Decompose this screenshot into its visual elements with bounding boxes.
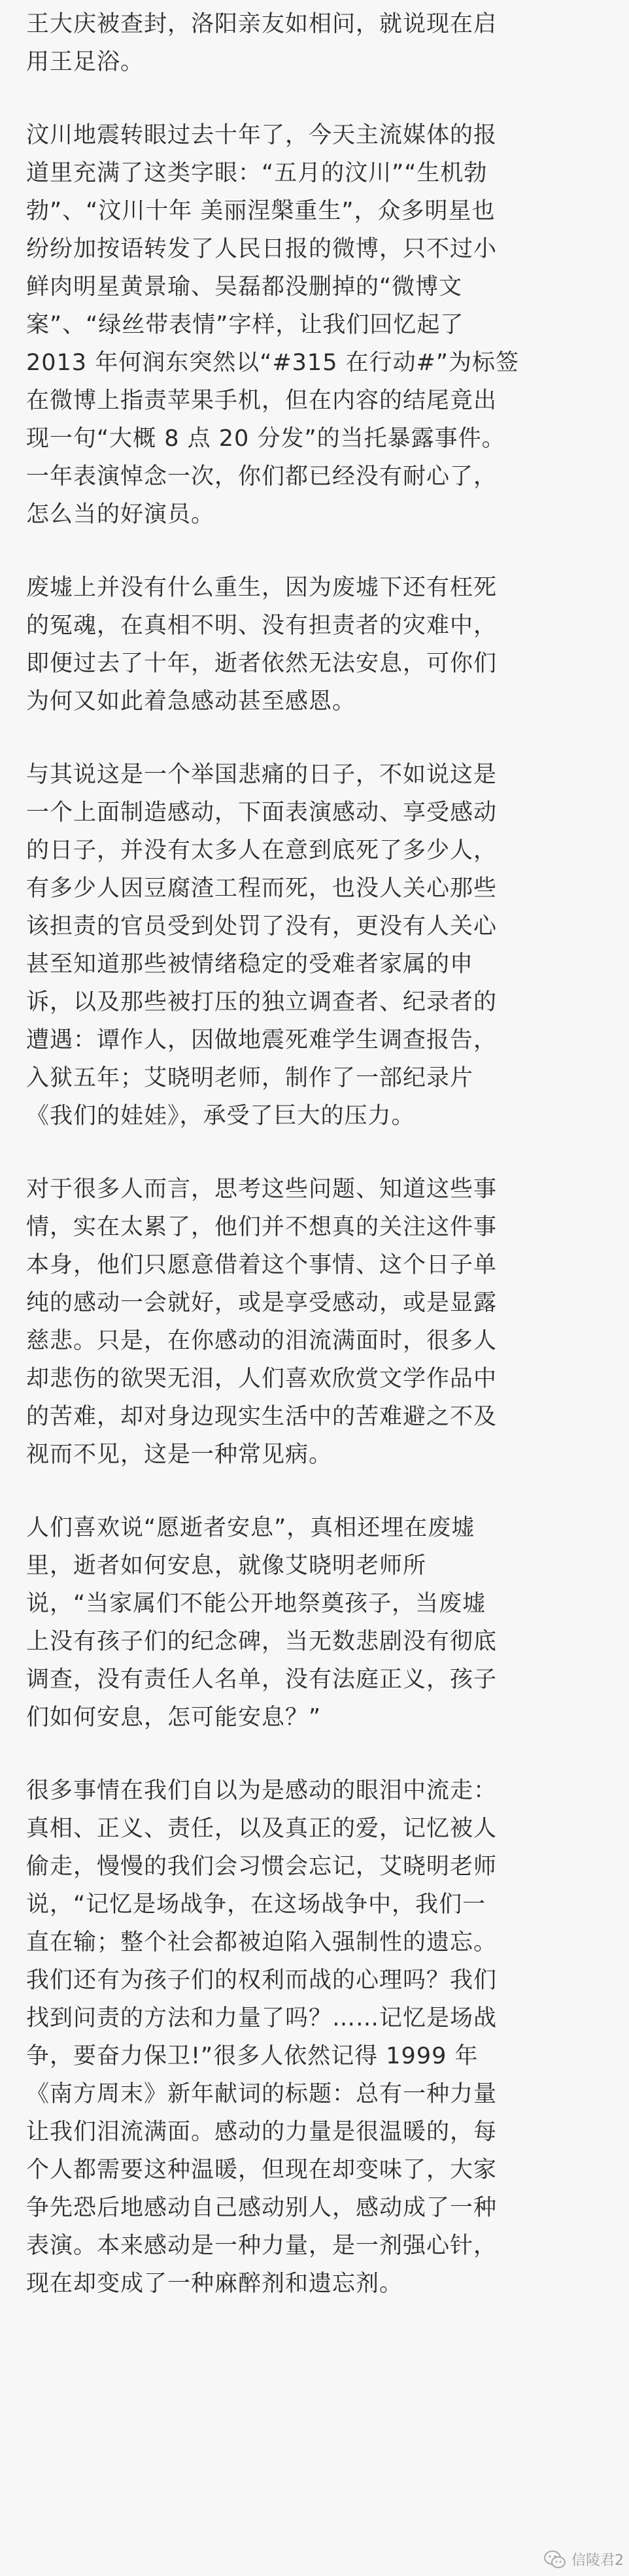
text-line: 调查，没有责任人名单，没有法庭正义，孩子 <box>26 1667 498 1693</box>
text-line: 勃”、“汶川十年 美丽涅槃重生”，众多明星也 <box>26 198 496 224</box>
paragraph <box>26 116 603 534</box>
text-line: 与其说这是一个举国悲痛的日子，不如说这是 <box>26 762 498 788</box>
text-line: 的冤魂，在真相不明、没有担责者的灾难中， <box>26 613 498 639</box>
text-line: 入狱五年；艾晓明老师，制作了一部纪录片 <box>26 1065 474 1091</box>
text-line: 2013 年何润东突然以“#315 在行动#”为标签 <box>26 350 520 376</box>
text-line: 个人都需要这种温暖，但现在却变味了，大家 <box>26 2157 498 2183</box>
text-line: 纷纷加按语转发了人民日报的微博，只不过小 <box>26 236 498 262</box>
text-line: 有多少人因豆腐渣工程而死，也没人关心那些 <box>26 875 498 902</box>
text-line: 说，“记忆是场战争，在这场战争中，我们一 <box>26 1891 486 1918</box>
paragraph <box>26 1170 603 1474</box>
text-line: 该担责的官员受到处罚了没有，更没有人关心 <box>26 913 498 940</box>
text-line: 《南方周末》新年献词的标题：总有一种力量 <box>26 2081 498 2107</box>
paragraph <box>26 756 603 1135</box>
text-line: 直在输；整个社会都被迫陷入强制性的遗忘。 <box>26 1929 498 1956</box>
text-line: 《我们的娃娃》，承受了巨大的压力。 <box>26 1103 415 1129</box>
watermark <box>544 2549 624 2569</box>
text-line: 很多事情在我们自以为是感动的眼泪中流走： <box>26 1778 498 1804</box>
text-line: 争先恐后地感动自己感动别人，感动成了一种 <box>26 2195 498 2221</box>
text-line: 汶川地震转眼过去十年了，今天主流媒体的报 <box>26 122 498 148</box>
text-line: 偷走，慢慢的我们会习惯会忘记，艾晓明老师 <box>26 1854 498 1880</box>
watermark-text: 信陵君2 <box>571 2552 624 2569</box>
paragraph <box>26 1772 603 2303</box>
text-line: 的日子，并没有太多人在意到底死了多少人， <box>26 838 498 864</box>
text-line: 情，实在太累了，他们并不想真的关注这件事 <box>26 1214 498 1240</box>
text-line: 纯的感动一会就好，或是享受感动，或是显露 <box>26 1290 498 1316</box>
text-line: 废墟上并没有什么重生，因为废墟下还有枉死 <box>26 575 498 601</box>
text-line: 对于很多人而言，思考这些问题、知道这些事 <box>26 1176 498 1202</box>
text-line: 道里充满了这类字眼：“五月的汶川”“生机勃 <box>26 160 488 186</box>
paragraph <box>26 1509 603 1737</box>
text-line: 遭遇：谭作人，因做地震死难学生调查报告， <box>26 1027 498 1053</box>
text-line: 鲜肉明星黄景瑜、吴磊都没删掉的“微博文 <box>26 274 463 300</box>
text-line: 慈悲。只是，在你感动的泪流满面时，很多人 <box>26 1328 498 1354</box>
text-line: 一年表演悼念一次，你们都已经没有耐心了， <box>26 464 498 490</box>
text-line: 本身，他们只愿意借着这个事情、这个日子单 <box>26 1252 498 1278</box>
text-line: 用王足浴。 <box>26 49 144 75</box>
text-line: 甚至知道那些被情绪稳定的受难者家属的申 <box>26 951 474 977</box>
text-line: 人们喜欢说“愿逝者安息”，真相还埋在废墟 <box>26 1515 475 1541</box>
text-line: 让我们泪流满面。感动的力量是很温暖的，每 <box>26 2119 498 2145</box>
text-line: 说，“当家属们不能公开地祭奠孩子，当废墟 <box>26 1591 486 1617</box>
paragraph <box>26 5 603 81</box>
text-line: 的苦难，却对身边现实生活中的苦难避之不及 <box>26 1404 498 1430</box>
text-line: 王大庆被查封，洛阳亲友如相问，就说现在启 <box>26 11 498 37</box>
text-line: 一个上面制造感动，下面表演感动、享受感动 <box>26 800 498 826</box>
text-line: 怎么当的好演员。 <box>26 501 215 528</box>
text-line: 视而不见，这是一种常见病。 <box>26 1442 333 1468</box>
text-line: 我们还有为孩子们的权利而战的心理吗？我们 <box>26 1967 498 1993</box>
text-line: 争，要奋力保卫!”很多人依然记得 1999 年 <box>26 2043 479 2069</box>
text-line: 在微博上指责苹果手机，但在内容的结尾竟出 <box>26 388 498 414</box>
text-line: 即便过去了十年，逝者依然无法安息，可你们 <box>26 651 498 677</box>
wechat-icon <box>544 2550 566 2569</box>
text-line: 为何又如此着急感动甚至感恩。 <box>26 688 356 715</box>
text-line: 现在却变成了一种麻醉剂和遗忘剂。 <box>26 2271 403 2297</box>
text-line: 真相、正义、责任，以及真正的爱，记忆被人 <box>26 1816 498 1842</box>
text-line: 表演。本来感动是一种力量，是一剂强心针， <box>26 2233 498 2259</box>
text-line: 里，逝者如何安息，就像艾晓明老师所 <box>26 1553 427 1579</box>
text-line: 案”、“绿丝带表情”字样，让我们回忆起了 <box>26 312 464 338</box>
text-line: 却悲伤的欲哭无泪，人们喜欢欣赏文学作品中 <box>26 1366 498 1392</box>
text-line: 上没有孩子们的纪念碑，当无数悲剧没有彻底 <box>26 1629 498 1655</box>
text-line: 们如何安息，怎可能安息？” <box>26 1704 322 1731</box>
paragraph <box>26 569 603 720</box>
text-line: 现一句“大概 8 点 20 分发”的当托暴露事件。 <box>26 426 505 452</box>
text-line: 诉，以及那些被打压的独立调查者、纪录者的 <box>26 989 498 1015</box>
text-line: 找到问责的方法和力量了吗？……记忆是场战 <box>26 2005 498 2031</box>
